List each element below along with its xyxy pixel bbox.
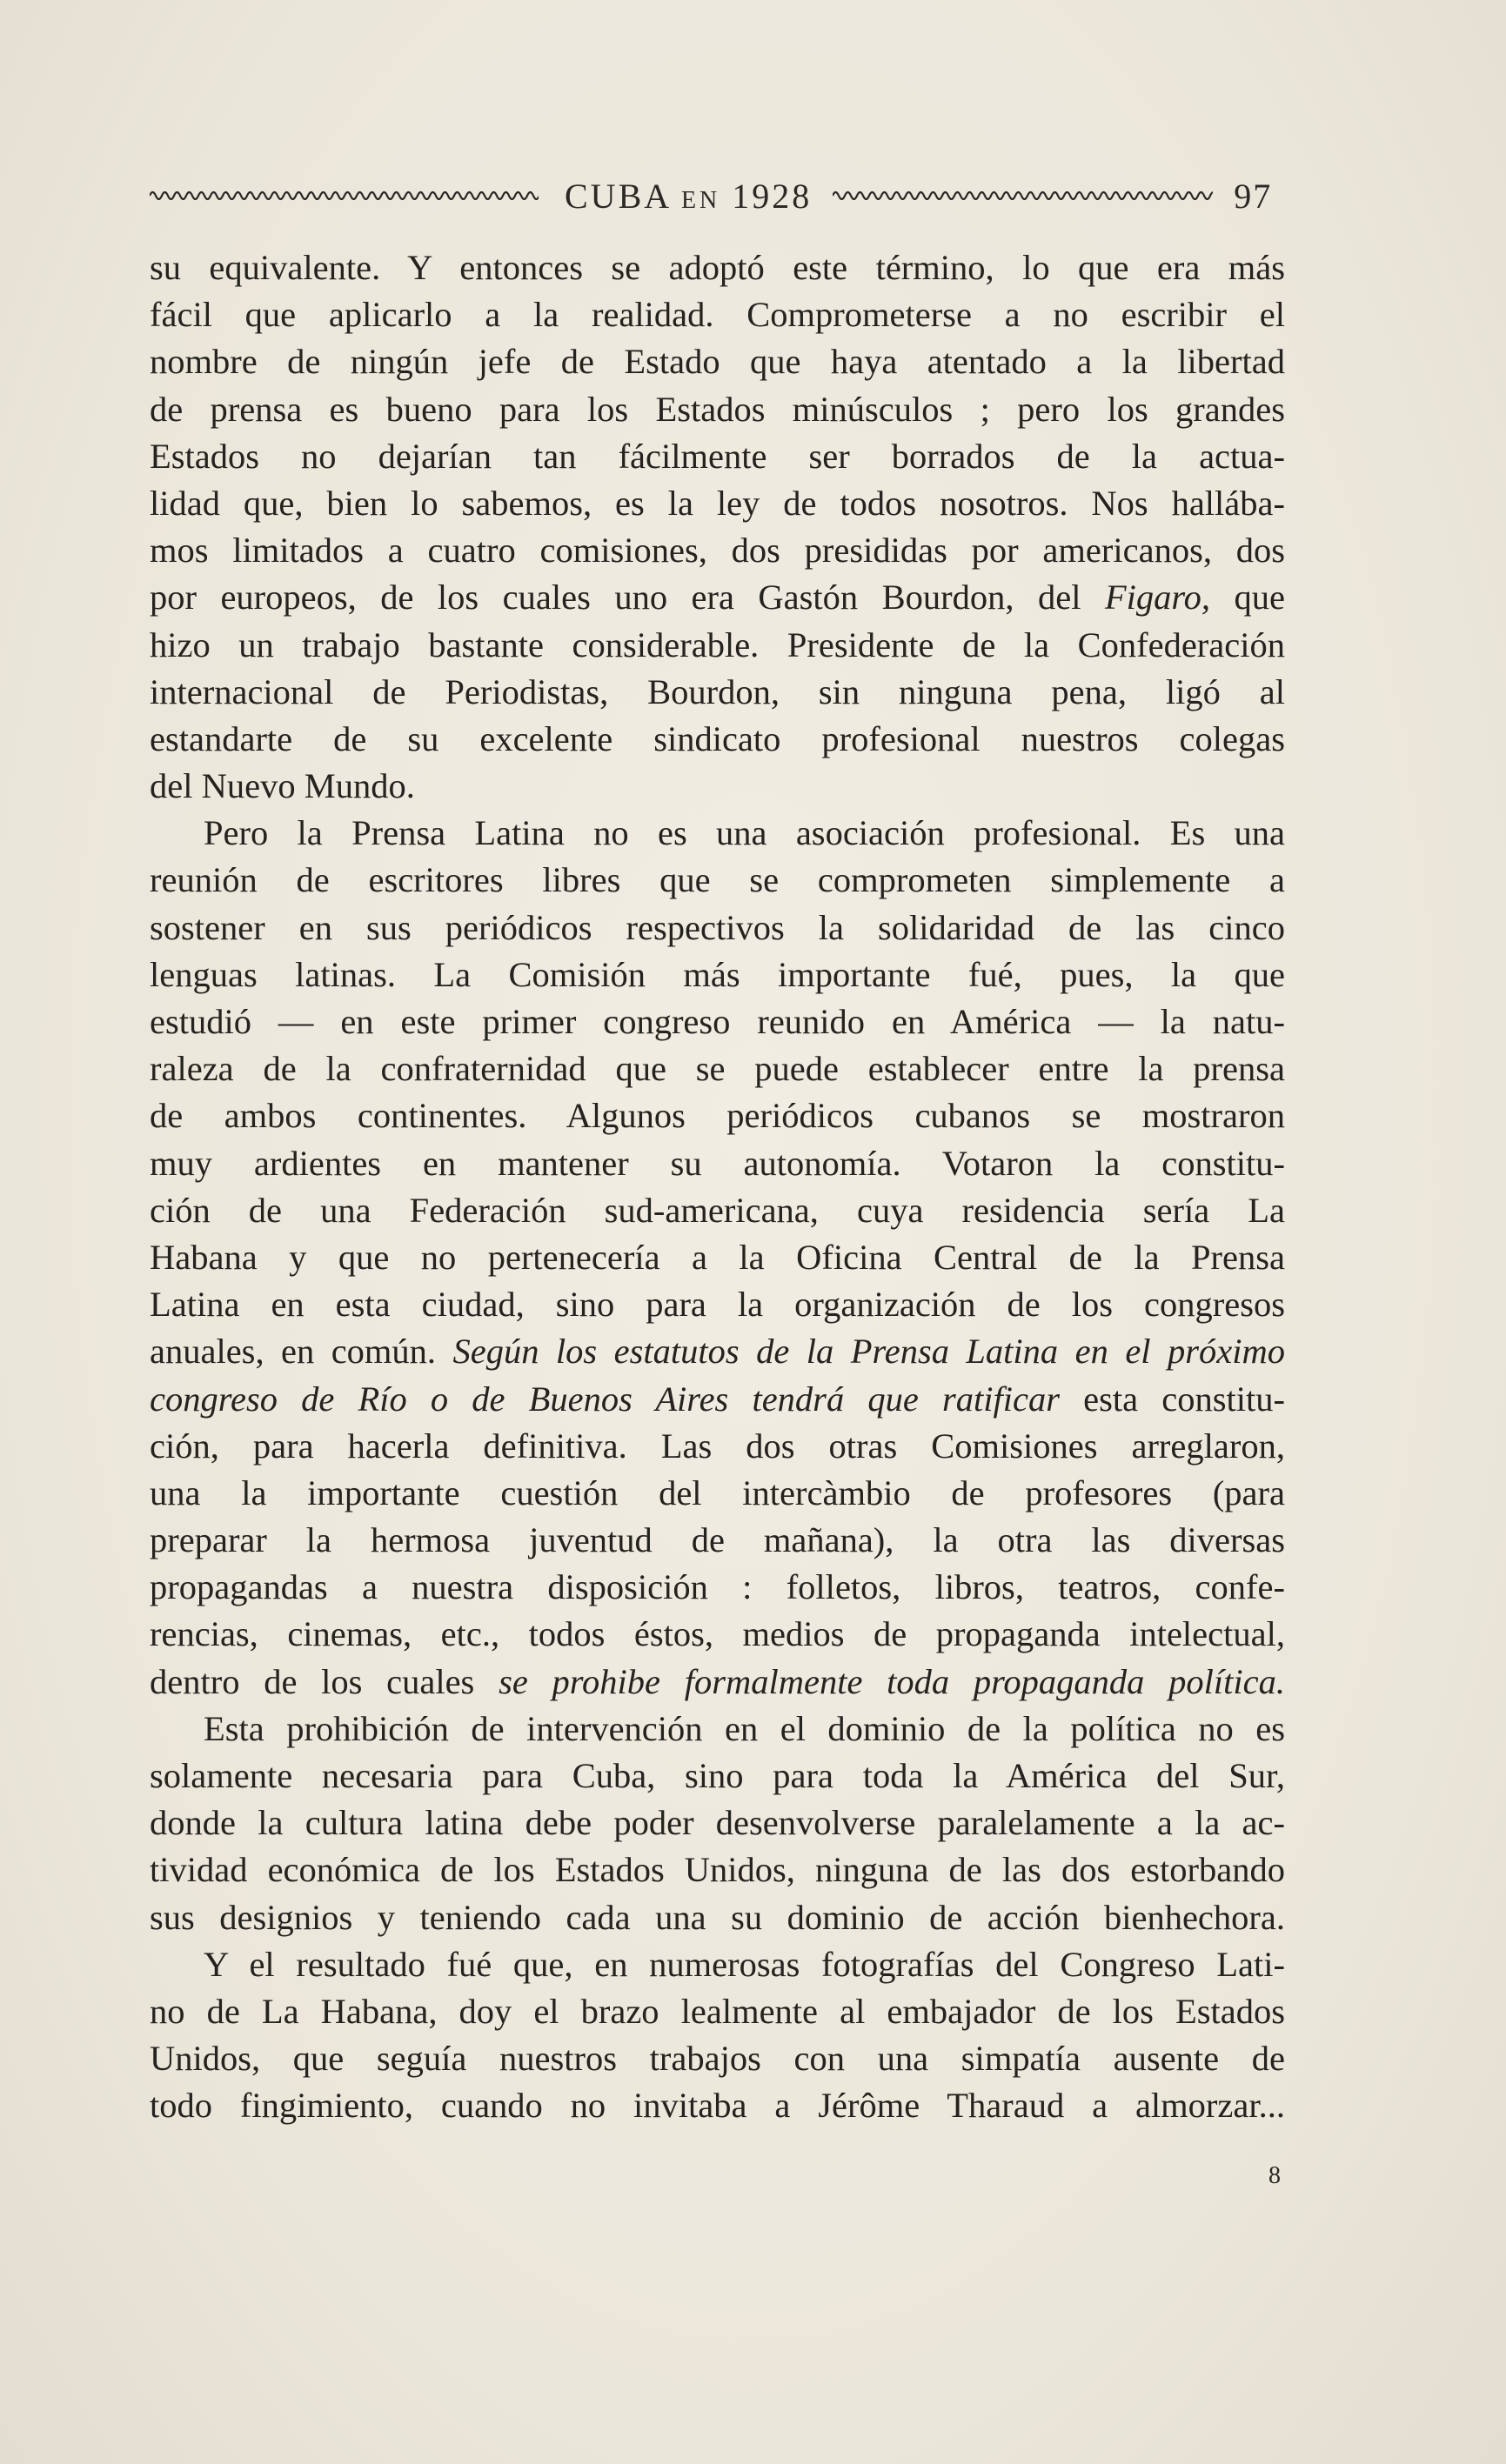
text-line xyxy=(150,1517,1285,1564)
text-run: estudió — en este primer congreso reunido en América — la natu- xyxy=(150,1002,1285,1041)
text-run: tividad económica de los Estados Unidos, ninguna de las dos estorbando xyxy=(150,1850,1285,1890)
text-run: una la importante cuestión del intercàmbio de profesores (para xyxy=(150,1472,1285,1512)
text-run: propagandas a nuestra disposición : folletos, libros, teatros, confe- xyxy=(150,1567,1285,1607)
text-run: lenguas latinas. La Comisión más importante fué, pues, la que xyxy=(150,954,1285,994)
text-line xyxy=(150,716,1285,763)
page-number: 97 xyxy=(1234,176,1273,216)
text-run: nombre de ningún jefe de Estado que haya atentado a la libertad xyxy=(150,342,1285,382)
ornamental-wave-left xyxy=(150,186,539,205)
text-line xyxy=(150,1328,1285,1375)
text-line xyxy=(150,244,1285,291)
text-line xyxy=(150,998,1285,1045)
header-title xyxy=(565,176,812,217)
text-line xyxy=(150,574,1285,621)
text-run: donde la cultura latina debe poder desenvolverse paralelamente a la ac- xyxy=(150,1803,1285,1843)
text-line xyxy=(150,857,1285,904)
text-line xyxy=(150,1423,1285,1470)
text-run: todo fingimiento, cuando no invitaba a Jérôme Tharaud a almorzar... xyxy=(150,2086,1285,2126)
text-line xyxy=(150,952,1285,998)
text-run: ción de una Federación sud-americana, cuya residencia sería La xyxy=(150,1190,1285,1230)
italic-text: se prohibe formalmente toda propaganda política. xyxy=(499,1661,1285,1701)
wave-path xyxy=(150,192,539,199)
text-run: lidad que, bien lo sabemos, es la ley de todos nosotros. Nos hallába- xyxy=(150,483,1285,523)
ornamental-wave-right xyxy=(833,186,1213,205)
text-run: solamente necesaria para Cuba, sino para toda la América del Sur, xyxy=(150,1756,1285,1795)
text-line xyxy=(150,622,1285,669)
text-run: de prensa es bueno para los Estados minúsculos ; pero los grandes xyxy=(150,389,1285,429)
text-run: no de La Habana, doy el brazo lealmente al embajador de los Estados xyxy=(150,1991,1285,2031)
text-run: Habana y que no pertenecería a la Oficina Central de la Prensa xyxy=(150,1237,1285,1277)
header-title-year: 1928 xyxy=(732,176,813,216)
italic-text: Figaro, xyxy=(1104,578,1211,618)
text-line xyxy=(150,1564,1285,1611)
text-run: Y el resultado fué que, en numerosas fotografías del Congreso Lati- xyxy=(204,1944,1285,1984)
text-line xyxy=(150,2082,1285,2129)
italic-text: Según los estatutos de la Prensa Latina en el próximo xyxy=(452,1332,1285,1372)
text-line xyxy=(150,763,1285,810)
text-line xyxy=(150,905,1285,952)
text-run: raleza de la confraternidad que se puede establecer entre la prensa xyxy=(150,1049,1285,1089)
text-line xyxy=(150,1234,1285,1281)
text-run: del Nuevo Mundo. xyxy=(150,766,415,806)
text-run: sostener en sus periódicos respectivos la solidaridad de las cinco xyxy=(150,907,1285,947)
text-line xyxy=(150,1187,1285,1234)
text-run: su equivalente. Y entonces se adoptó este término, lo que era más xyxy=(150,248,1285,287)
text-line xyxy=(150,291,1285,338)
text-line xyxy=(150,1376,1285,1423)
text-run: que xyxy=(1210,578,1285,618)
italic-text: congreso de Río o de Buenos Aires tendrá que ratificar xyxy=(150,1379,1060,1419)
text-line xyxy=(150,1988,1285,2035)
header-title-main: CUBA xyxy=(565,176,670,216)
wave-path xyxy=(833,192,1213,199)
text-run: anuales, en común. xyxy=(150,1332,453,1372)
text-run: hizo un trabajo bastante considerable. Presidente de la Confederación xyxy=(150,624,1285,664)
text-line xyxy=(150,1941,1285,1988)
text-run: ción, para hacerla definitiva. Las dos otras Comisiones arreglaron, xyxy=(150,1426,1285,1466)
text-line xyxy=(150,2035,1285,2082)
text-line xyxy=(150,1092,1285,1139)
text-run: mos limitados a cuatro comisiones, dos presididas por americanos, dos xyxy=(150,531,1285,571)
text-run: de ambos continentes. Algunos periódicos cubanos se mostraron xyxy=(150,1096,1285,1136)
text-line xyxy=(150,810,1285,857)
text-line xyxy=(150,433,1285,480)
text-run: internacional de Periodistas, Bourdon, sin ninguna pena, ligó al xyxy=(150,671,1285,711)
text-line xyxy=(150,1281,1285,1328)
text-line xyxy=(150,1045,1285,1092)
signature-mark: 8 xyxy=(1268,2162,1281,2189)
text-run: rencias, cinemas, etc., todos éstos, medios de propaganda intelectual, xyxy=(150,1614,1285,1654)
text-run: Pero la Prensa Latina no es una asociación profesional. Es una xyxy=(204,813,1285,853)
text-run: estandarte de su excelente sindicato profesional nuestros colegas xyxy=(150,718,1285,758)
text-line xyxy=(150,1846,1285,1893)
text-run: Estados no dejarían tan fácilmente ser borrados de la actua- xyxy=(150,436,1285,476)
text-run: fácil que aplicarlo a la realidad. Comprometerse a no escribir el xyxy=(150,295,1285,335)
running-header xyxy=(150,170,1285,222)
text-line xyxy=(150,1470,1285,1517)
text-run: muy ardientes en mantener su autonomía. Votaron la constitu- xyxy=(150,1143,1285,1183)
text-run: por europeos, de los cuales uno era Gastón Bourdon, del xyxy=(150,578,1105,618)
text-line xyxy=(150,386,1285,433)
body-text xyxy=(150,244,1285,2130)
text-line xyxy=(150,527,1285,574)
text-line xyxy=(150,1706,1285,1753)
text-run: esta constitu- xyxy=(1059,1379,1285,1419)
text-line xyxy=(150,669,1285,716)
text-line xyxy=(150,1753,1285,1800)
text-line xyxy=(150,1659,1285,1706)
text-line xyxy=(150,1140,1285,1187)
text-run: dentro de los cuales xyxy=(150,1661,499,1701)
text-line xyxy=(150,338,1285,385)
text-line xyxy=(150,1894,1285,1941)
text-line xyxy=(150,480,1285,527)
text-run: preparar la hermosa juventud de mañana), la otra las diversas xyxy=(150,1520,1285,1560)
text-run: reunión de escritores libres que se comprometen simplemente a xyxy=(150,860,1285,900)
text-run: Esta prohibición de intervención en el dominio de la política no es xyxy=(204,1708,1285,1748)
text-line xyxy=(150,1800,1285,1846)
text-run: sus designios y teniendo cada una su dominio de acción bienhechora. xyxy=(150,1897,1285,1937)
text-run: Latina en esta ciudad, sino para la organización de los congresos xyxy=(150,1285,1285,1325)
text-run: Unidos, que seguía nuestros trabajos con una simpatía ausente de xyxy=(150,2039,1285,2079)
text-line xyxy=(150,1611,1285,1658)
header-title-en: EN xyxy=(680,186,721,214)
